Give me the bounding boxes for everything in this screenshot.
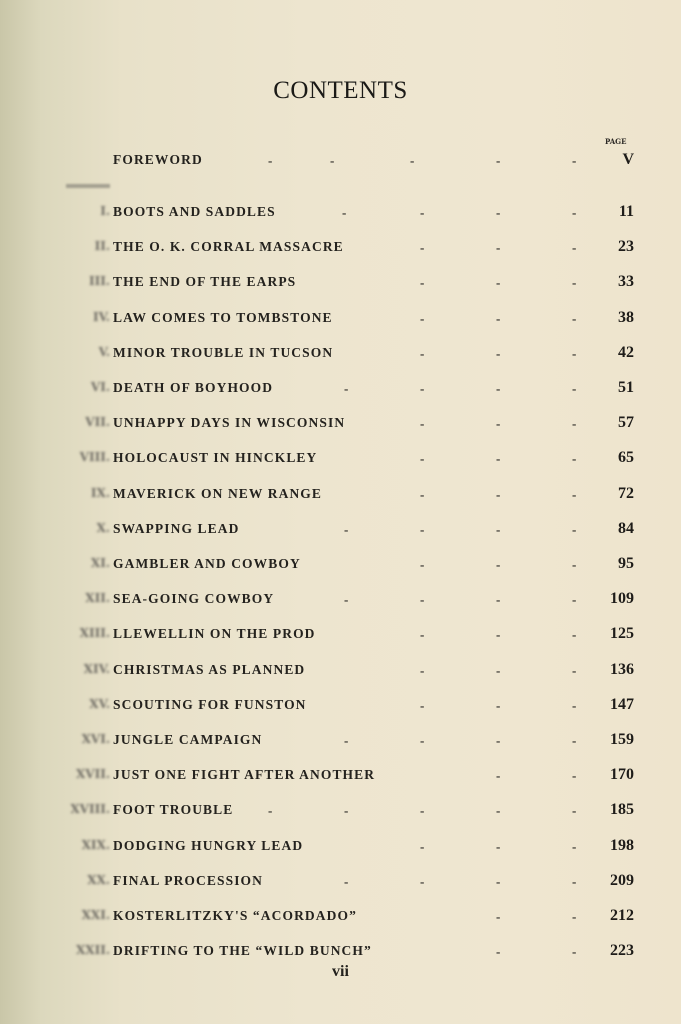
entry-page: 23 xyxy=(618,238,634,256)
leader-dash: - xyxy=(572,697,577,713)
leader-dash: - xyxy=(572,873,577,889)
leader-dash: - xyxy=(420,662,425,678)
leader-dash: - xyxy=(344,803,349,819)
toc-entry xyxy=(0,905,681,929)
chapter-number: XIV. xyxy=(83,661,110,676)
entry-page: 147 xyxy=(610,695,634,713)
leader-dash: - xyxy=(572,205,577,220)
leader-dash: - xyxy=(496,909,501,924)
toc-entry xyxy=(0,518,681,542)
leader-dash: - xyxy=(420,521,425,537)
leader-dash: - xyxy=(496,662,501,678)
entry-page: 65 xyxy=(618,449,634,467)
page-title: CONTENTS xyxy=(273,77,408,104)
leader-dash: - xyxy=(572,662,577,678)
leader-dash: - xyxy=(342,205,347,220)
entry-title: FOOT TROUBLE xyxy=(113,802,234,818)
toc-entry xyxy=(0,483,681,507)
entry-title: DEATH OF BOYHOOD xyxy=(113,380,274,395)
leader-dash: - xyxy=(496,873,501,889)
chapter-number: XX. xyxy=(87,872,110,887)
toc-entry xyxy=(0,870,681,894)
entry-page: 109 xyxy=(610,590,634,608)
chapter-number: XVIII. xyxy=(70,802,110,817)
toc-entry xyxy=(0,623,681,647)
toc-entry xyxy=(0,201,681,225)
entry-page: 84 xyxy=(618,519,634,537)
entry-page: 95 xyxy=(618,555,634,572)
entry-title: DODGING HUNGRY LEAD xyxy=(113,837,304,853)
toc-entry xyxy=(0,940,681,964)
leader-dash: - xyxy=(420,275,425,291)
entry-title: SCOUTING FOR FUNSTON xyxy=(113,696,307,712)
toc-entry xyxy=(0,307,681,331)
chapter-number: VIII. xyxy=(79,450,110,465)
entry-title: FINAL PROCESSION xyxy=(113,872,264,888)
toc-entry xyxy=(0,659,681,683)
leader-dash: - xyxy=(420,627,425,643)
leader-dash: - xyxy=(496,416,501,432)
leader-dash: - xyxy=(496,205,501,220)
leader-dash: - xyxy=(420,310,425,326)
toc-entry xyxy=(0,694,681,718)
entry-title: THE END OF THE EARPS xyxy=(113,274,297,290)
entry-title: HOLOCAUST IN HINCKLEY xyxy=(113,450,318,466)
leader-dash: - xyxy=(420,838,425,854)
leader-dash: - xyxy=(496,803,501,819)
toc-entry-foreword: FOREWORD - - - - - V xyxy=(113,151,634,168)
entry-title: DRIFTING TO THE “WILD BUNCH” xyxy=(113,943,372,959)
leader-dash: - xyxy=(420,345,425,361)
leader-dash: - xyxy=(572,345,577,361)
entry-title: LAW COMES TO TOMBSTONE xyxy=(113,309,333,325)
chapter-number: XVII. xyxy=(75,767,110,782)
toc-entry xyxy=(0,236,681,260)
leader-dash: - xyxy=(572,733,577,748)
entry-page: 136 xyxy=(610,660,634,678)
leader-dash: - xyxy=(496,944,501,960)
leader-dash: - xyxy=(420,240,425,256)
leader-dash: - xyxy=(344,733,349,748)
leader-dash: - xyxy=(572,310,577,326)
entry-title: JUNGLE CAMPAIGN xyxy=(113,732,263,747)
entry-page: 212 xyxy=(610,907,634,924)
leader-dash: - xyxy=(572,557,577,572)
entry-page: V xyxy=(622,151,634,168)
entry-page: 11 xyxy=(618,203,634,220)
entry-page: 198 xyxy=(610,836,634,854)
leader-dash: - xyxy=(344,592,349,608)
toc-entry xyxy=(0,412,681,436)
entry-title: SEA-GOING COWBOY xyxy=(113,591,275,607)
entry-page: 57 xyxy=(618,414,634,432)
toc-entry xyxy=(0,553,681,577)
toc-entry xyxy=(0,342,681,366)
chapter-number: XXII. xyxy=(75,943,110,958)
chapter-number: IX. xyxy=(90,485,110,500)
entry-title: CHRISTMAS AS PLANNED xyxy=(113,661,306,677)
toc-entry xyxy=(0,835,681,859)
leader-dash: - xyxy=(572,486,577,502)
leader-dash: - xyxy=(496,768,501,784)
entry-page: 209 xyxy=(610,871,634,889)
leader-dash: - xyxy=(572,521,577,537)
toc-entry xyxy=(0,764,681,788)
leader-dash: - xyxy=(420,873,425,889)
page-number-folio: vii xyxy=(332,963,349,980)
chapter-number: XIII. xyxy=(79,626,110,641)
entry-title: THE O. K. CORRAL MASSACRE xyxy=(113,239,344,255)
leader-dash: - xyxy=(496,275,501,291)
entry-title: KOSTERLITZKY'S “ACORDADO” xyxy=(113,908,357,923)
entry-title: UNHAPPY DAYS IN WISCONSIN xyxy=(113,415,346,431)
chapter-number: XXI. xyxy=(81,908,110,922)
entry-page: 38 xyxy=(618,308,634,326)
leader-dash: - xyxy=(420,733,425,748)
toc-entry xyxy=(0,729,681,753)
leader-dash: - xyxy=(496,381,501,396)
leader-dash: - xyxy=(496,733,501,748)
entry-page: 72 xyxy=(618,484,634,502)
leader-dash: - xyxy=(496,451,501,467)
chapter-number: XV. xyxy=(89,696,110,711)
entry-page: 223 xyxy=(610,942,634,960)
leader-dash: - xyxy=(420,486,425,502)
chapter-number: XII. xyxy=(85,591,110,606)
leader-dash: - xyxy=(420,697,425,713)
leader-dash: - xyxy=(496,310,501,326)
leader-dash: - xyxy=(496,240,501,256)
chapter-number: VII. xyxy=(85,415,110,430)
leader-dash: - xyxy=(420,451,425,467)
entry-title: JUST ONE FIGHT AFTER ANOTHER xyxy=(113,767,376,783)
leader-dash: - xyxy=(572,909,577,924)
leader-dash: - xyxy=(572,416,577,432)
leader-dash: - xyxy=(496,557,501,572)
leader-dash: - xyxy=(344,381,349,396)
chapter-column-label xyxy=(66,184,110,188)
leader-dash: - xyxy=(420,803,425,819)
entry-title: GAMBLER AND COWBOY xyxy=(113,556,301,571)
entry-page: 51 xyxy=(618,379,634,396)
leader-dash: - xyxy=(572,592,577,608)
toc-entry xyxy=(0,271,681,295)
toc-entry xyxy=(0,447,681,471)
page-column-label: PAGE xyxy=(605,137,627,146)
leader-dash: - xyxy=(572,381,577,396)
leader-dash: - xyxy=(496,345,501,361)
entry-title: LLEWELLIN ON THE PROD xyxy=(113,626,316,642)
leader-dash: - xyxy=(420,381,425,396)
chapter-number: II. xyxy=(94,239,110,254)
leader-dash: - xyxy=(496,697,501,713)
leader-dash: - xyxy=(496,592,501,608)
entry-title: MINOR TROUBLE IN TUCSON xyxy=(113,344,334,360)
entry-title: FOREWORD xyxy=(113,152,203,167)
entry-page: 33 xyxy=(618,273,634,291)
leader-dash: - xyxy=(344,873,349,889)
leader-dash: - xyxy=(496,838,501,854)
leader-dash: - xyxy=(572,451,577,467)
leader-dash: - xyxy=(268,803,273,819)
leader-dash: - xyxy=(572,275,577,291)
leader-dash: - xyxy=(420,557,425,572)
entry-page: 185 xyxy=(610,801,634,819)
toc-entry xyxy=(0,377,681,401)
entry-title: BOOTS AND SADDLES xyxy=(113,204,276,219)
entry-page: 159 xyxy=(610,731,634,748)
chapter-number: IV. xyxy=(92,309,110,324)
entry-title: SWAPPING LEAD xyxy=(113,520,240,536)
leader-dash: - xyxy=(572,944,577,960)
leader-dash: - xyxy=(496,521,501,537)
leader-dash: - xyxy=(572,803,577,819)
leader-dash: - xyxy=(572,627,577,643)
leader-dash: - xyxy=(420,416,425,432)
leader-dash: - xyxy=(572,240,577,256)
leader-dash: - xyxy=(572,838,577,854)
chapter-number: I. xyxy=(100,204,110,218)
chapter-number: III. xyxy=(88,274,110,289)
entry-page: 125 xyxy=(610,625,634,643)
leader-dash: - xyxy=(496,627,501,643)
leader-dash: - xyxy=(496,486,501,502)
toc-entry xyxy=(0,588,681,612)
chapter-number: VI. xyxy=(90,380,110,394)
entry-title: MAVERICK ON NEW RANGE xyxy=(113,485,322,501)
chapter-number: X. xyxy=(96,520,110,535)
chapter-number: XI. xyxy=(90,556,110,570)
chapter-number: XVI. xyxy=(81,732,110,746)
entry-page: 42 xyxy=(618,343,634,361)
leader-dash: - xyxy=(572,768,577,784)
chapter-number: XIX. xyxy=(81,837,110,852)
entry-page: 170 xyxy=(610,766,634,784)
toc-entry xyxy=(0,799,681,823)
leader-dash: - xyxy=(344,521,349,537)
chapter-number: V. xyxy=(98,344,110,359)
leader-dash: - xyxy=(420,205,425,220)
leader-dash: - xyxy=(420,592,425,608)
